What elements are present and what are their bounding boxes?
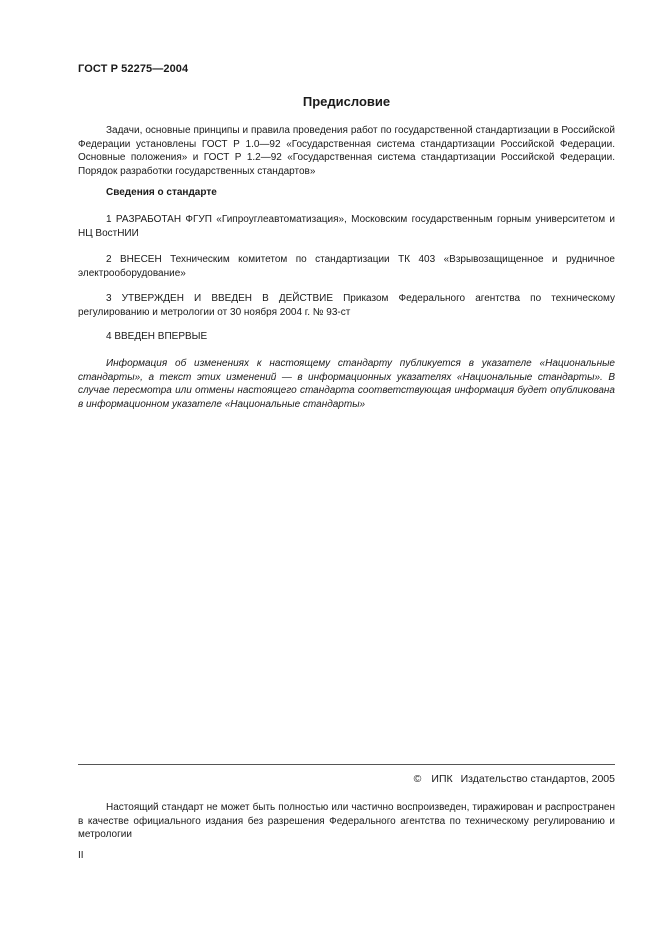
foreword-title: Предисловие [302, 94, 391, 109]
standard-info-title: Сведения о стандарте [106, 187, 217, 198]
standard-info-item-submitted: 2 ВНЕСЕН Техническим комитетом по стандартизации ТК 403 «Взрывозащищенное и рудничное электрооборудование» [78, 254, 615, 279]
legal-notice-paragraph: Настоящий стандарт не может быть полностью или частично воспроизведен, тиражирован и распространен в качестве официального издания без разрешения Федерального агентства по техническому регулированию и метрологии [78, 802, 615, 840]
copyright-org: ИПК [431, 773, 453, 785]
foreword-intro-paragraph: Задачи, основные принципы и правила проведения работ по государственной стандартизации в Российской Федерации установлены ГОСТ Р 1.0—92 «Государственная система стандартизации Российской Федерации. Основные положения» и ГОСТ Р 1.2—92 «Государственная система стандартизации Российской Федерации. Порядок разработки государственных стандартов» [78, 125, 615, 177]
standard-info-item-approved: 3 УТВЕРЖДЕН И ВВЕДЕН В ДЕЙСТВИЕ Приказом Федерального агентства по техническому регулированию и метрологии от 30 ноября 2004 г. № 93-ст [78, 293, 615, 318]
document-code: ГОСТ Р 52275—2004 [78, 63, 189, 75]
page-number: II [78, 850, 84, 861]
copyright-divider [78, 764, 615, 765]
copyright-publisher: Издательство стандартов, 2005 [460, 773, 615, 785]
standard-info-item-developed: 1 РАЗРАБОТАН ФГУП «Гипроуглеавтоматизация», Московским государственным горным университетом и НЦ ВостНИИ [78, 214, 615, 239]
copyright-notice [78, 773, 615, 785]
standard-info-item-first-introduced: 4 ВВЕДЕН ВПЕРВЫЕ [106, 331, 208, 342]
changes-notice-paragraph: Информация об изменениях к настоящему стандарту публикуется в указателе «Национальные стандарты», а текст этих изменений — в информационных указателях «Национальные стандарты». В случае пересмотра или отмены настоящего стандарта соответствующая информация будет опубликована в информационном указателе «Национальные стандарты» [78, 358, 615, 410]
copyright-symbol: © [413, 773, 422, 785]
